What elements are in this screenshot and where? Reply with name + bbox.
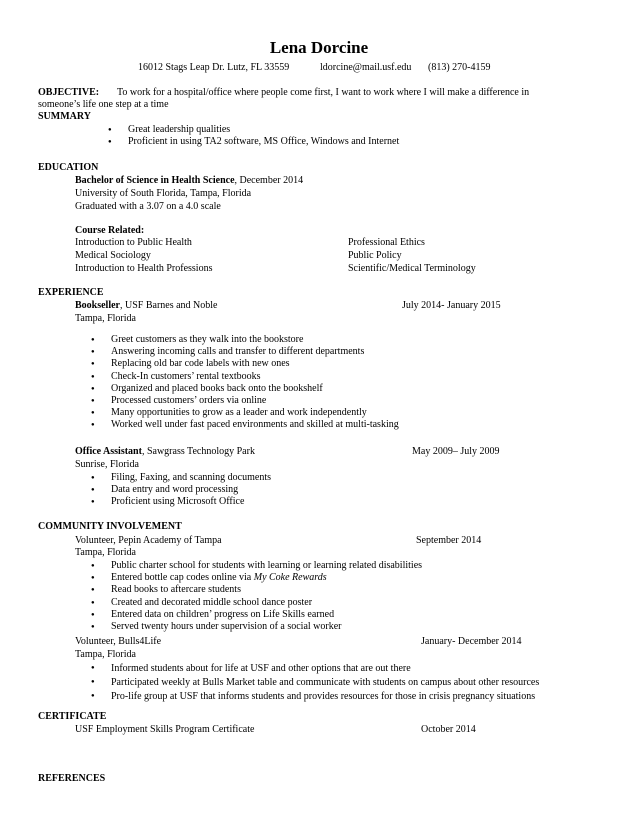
education-heading: EDUCATION xyxy=(38,162,99,173)
course-item: Medical Sociology xyxy=(75,250,151,261)
job-location: Tampa, Florida xyxy=(75,313,136,324)
email: ldorcine@mail.usf.edu xyxy=(320,62,412,73)
volunteer-duty: ● Public charter school for students with learning or learning related disabilities xyxy=(91,560,422,572)
job-employer: , USF Barnes and Noble xyxy=(120,300,218,311)
experience-heading: EXPERIENCE xyxy=(38,287,104,298)
certificate-date: October 2014 xyxy=(421,724,476,735)
volunteer-duty: ● Participated weekly at Bulls Market table and communicate with students on campus about other resources xyxy=(91,676,539,690)
job-title: Bookseller xyxy=(75,300,120,311)
job-duty: ● Data entry and word processing xyxy=(91,484,271,496)
phone: (813) 270-4159 xyxy=(428,62,491,73)
volunteer-duty: ● Read books to aftercare students xyxy=(91,584,422,596)
job-title-line xyxy=(75,446,255,458)
job-duty: ● Proficient using Microsoft Office xyxy=(91,496,271,508)
course-item: Public Policy xyxy=(348,250,402,261)
job-duty: ● Filing, Faxing, and scanning documents xyxy=(91,472,271,484)
degree-date: , December 2014 xyxy=(234,175,304,186)
volunteer-duty: ● Pro-life group at USF that informs students and provides resources for those in crisis pregnancy situations xyxy=(91,690,539,704)
community-heading: COMMUNITY INVOLVEMENT xyxy=(38,521,182,532)
summary-heading: SUMMARY xyxy=(38,111,91,122)
address: 16012 Stags Leap Dr. Lutz, FL 33559 xyxy=(138,62,290,73)
job-duties-list xyxy=(91,334,399,432)
applicant-name: Lena Dorcine xyxy=(269,38,369,57)
university: University of South Florida, Tampa, Florida xyxy=(75,188,252,199)
volunteer-duty: ● Served twenty hours under supervision of a social worker xyxy=(91,621,422,633)
job-duty: ● Organized and placed books back onto the bookshelf xyxy=(91,383,399,395)
volunteer-dates: January- December 2014 xyxy=(421,636,522,647)
references-heading: REFERENCES xyxy=(38,773,106,784)
summary-item: ● Proficient in using TA2 software, MS Office, Windows and Internet xyxy=(108,136,399,148)
job-duty: ● Processed customers’ orders via online xyxy=(91,395,399,407)
job-duty: ● Many opportunities to grow as a leader and work independently xyxy=(91,407,399,419)
course-item: Introduction to Health Professions xyxy=(75,263,213,274)
objective-text-line1: To work for a hospital/office where people come first, I want to work where I will make a difference in xyxy=(117,87,530,98)
objective-heading: OBJECTIVE: xyxy=(38,87,100,98)
course-item: Scientific/Medical Terminology xyxy=(348,263,476,274)
course-related-heading: Course Related: xyxy=(75,225,145,236)
job-dates: July 2014- January 2015 xyxy=(402,300,501,311)
job-title: Office Assistant xyxy=(75,446,142,457)
volunteer-duty xyxy=(91,572,422,584)
objective-text-line2: someone’s life one step at a time xyxy=(38,99,169,110)
volunteer-dates: September 2014 xyxy=(416,535,482,546)
volunteer-duty-text: Entered bottle cap codes online via xyxy=(111,572,254,584)
volunteer-location: Tampa, Florida xyxy=(75,649,136,660)
volunteer-duty: ● Informed students about for life at USF and other options that are out there xyxy=(91,662,539,676)
job-duties-list xyxy=(91,472,271,509)
job-duty: ● Answering incoming calls and transfer to different departments xyxy=(91,346,399,358)
course-item: Introduction to Public Health xyxy=(75,237,192,248)
job-dates: May 2009– July 2009 xyxy=(412,446,500,457)
volunteer-duties-list xyxy=(91,662,539,704)
job-duty: ● Greet customers as they walk into the bookstore xyxy=(91,334,399,346)
volunteer-duty-emphasis: My Coke Rewards xyxy=(253,572,327,584)
degree-line xyxy=(75,175,303,187)
job-location: Sunrise, Florida xyxy=(75,459,139,470)
volunteer-duties-list xyxy=(91,560,422,633)
degree-name: Bachelor of Science in Health Science xyxy=(75,175,235,186)
course-item: Professional Ethics xyxy=(348,237,425,248)
certificate-name: USF Employment Skills Program Certificate xyxy=(75,724,255,735)
volunteer-role: Volunteer, Pepin Academy of Tampa xyxy=(75,535,222,546)
job-duty: ● Check-In customers’ rental textbooks xyxy=(91,371,399,383)
job-title-line xyxy=(75,300,218,312)
certificate-heading: CERTIFICATE xyxy=(38,711,107,722)
volunteer-duty: ● Entered data on children’ progress on Life Skills earned xyxy=(91,609,422,621)
volunteer-location: Tampa, Florida xyxy=(75,547,136,558)
job-duty: ● Worked well under fast paced environments and skilled at multi-tasking xyxy=(91,419,399,431)
job-duty: ● Replacing old bar code labels with new ones xyxy=(91,358,399,370)
summary-list xyxy=(108,124,399,148)
summary-item: ● Great leadership qualities xyxy=(108,124,399,136)
volunteer-role: Volunteer, Bulls4Life xyxy=(75,636,162,647)
volunteer-duty: ● Created and decorated middle school dance poster xyxy=(91,597,422,609)
gpa: Graduated with a 3.07 on a 4.0 scale xyxy=(75,201,221,212)
job-employer: , Sawgrass Technology Park xyxy=(141,446,255,457)
